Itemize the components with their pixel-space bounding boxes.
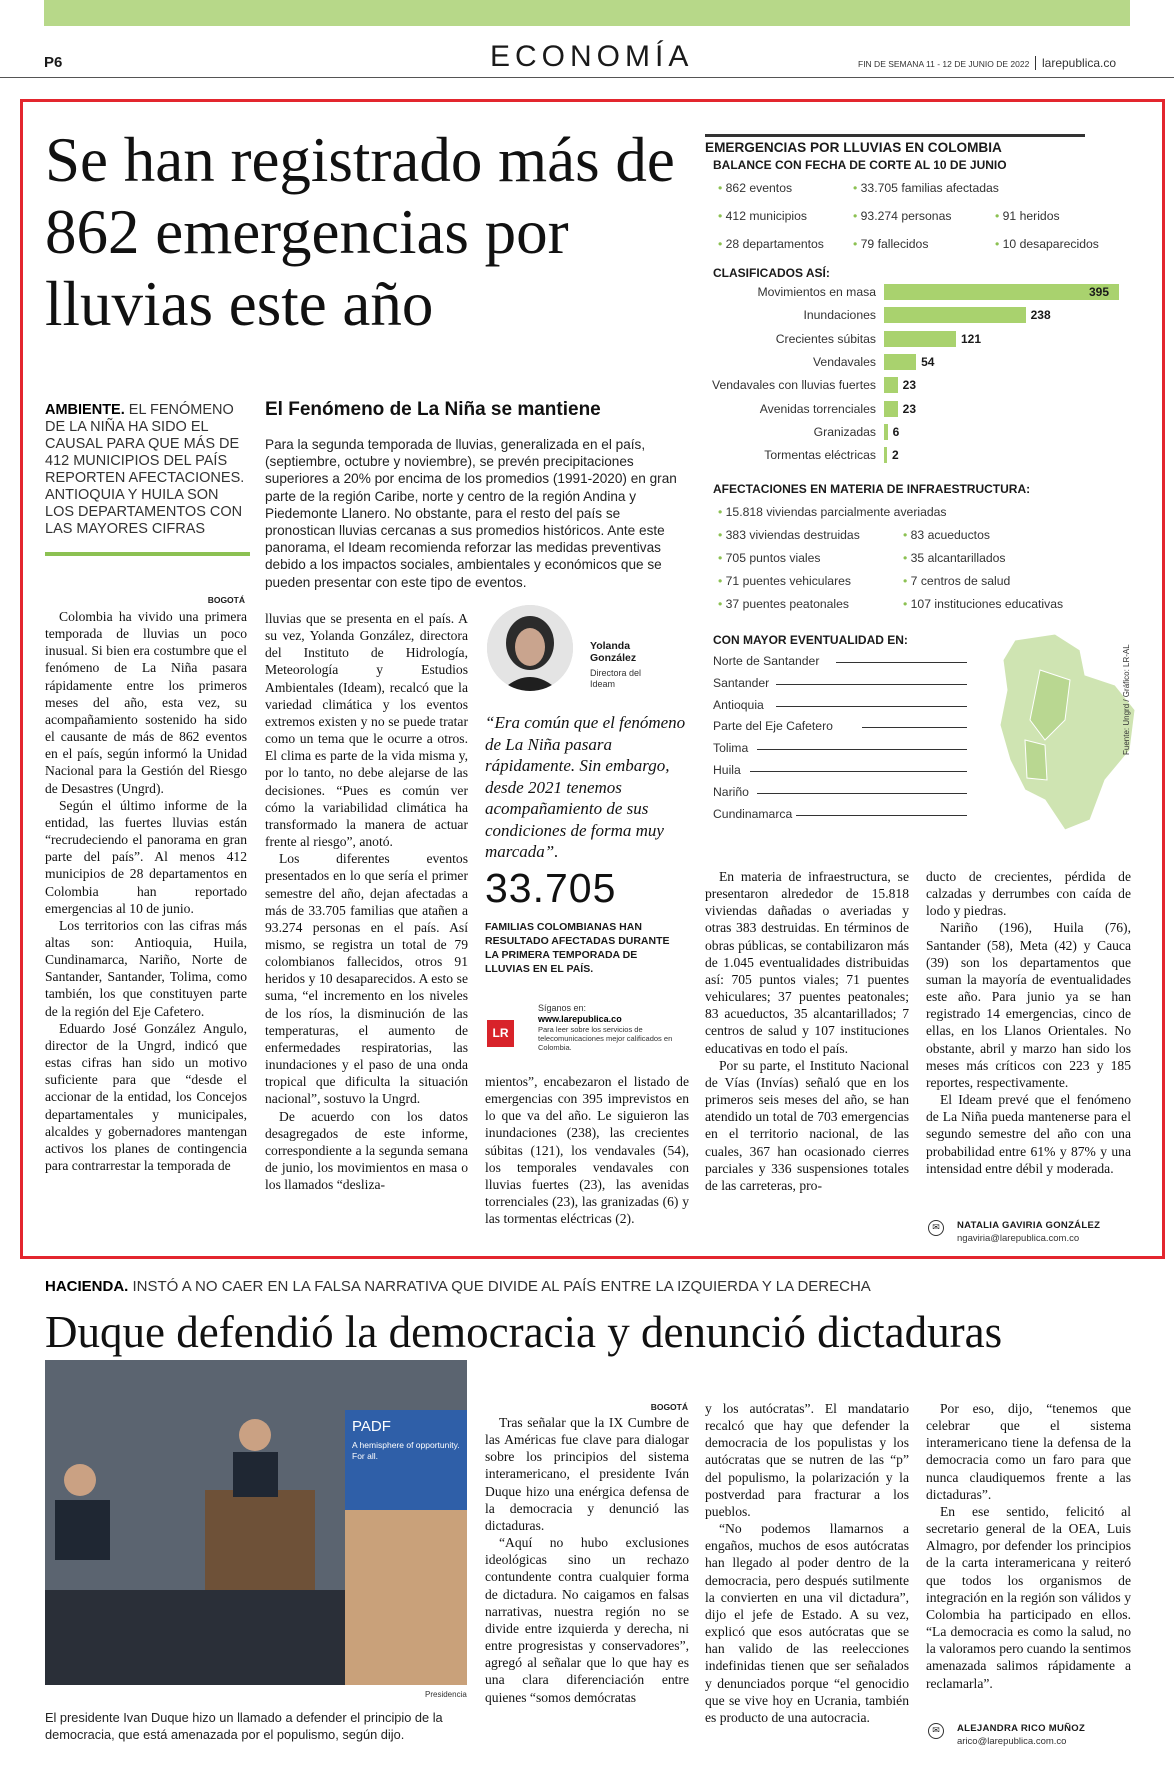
pull-quote: “Era común que el fenómeno de La Niña pasara rápidamente. Sin embargo, desde 2021 tenemos acompañamiento de sus condiciones de forma muy marcada”. <box>485 713 686 861</box>
paragraph: Por eso, dijo, “tenemos que celebrar que el sistema interamericano tiene la defensa de la democracia como un faro para que nunca claudiquemos frente a las dictaduras”. <box>926 1401 1131 1502</box>
paragraph: “Aquí no hubo exclusiones ideológicas sino un rechazo contundente contra cualquier forma de dictadura. No caigamos en falsas narrativas, nuestra región no se divide entre izquierda y derecha, ni entre progresistas y conservadores”, agregó al señalar que lo que hay es una clara diferenciación entre quienes “somos demócratas <box>485 1535 689 1705</box>
dateline-city: BOGOTÁ <box>207 595 245 605</box>
leader-line <box>836 662 967 663</box>
balance-item: • 10 desaparecidos <box>995 237 1099 251</box>
follow-text: Para leer sobre los servicios de telecomunicaciones mejor calificados en Colombia. <box>538 1025 673 1052</box>
region-item: Nariño <box>713 784 749 799</box>
photo-caption: El presidente Ivan Duque hizo un llamado a defender el principio de la democracia, que está amenazada por el populismo, según dijo. <box>45 1710 443 1742</box>
balance-item: • 33.705 familias afectadas <box>853 181 999 195</box>
bar <box>884 307 1026 323</box>
infra-item: • 107 instituciones educativas <box>903 597 1064 611</box>
region-item: Santander <box>713 675 770 690</box>
section-title: ECONOMÍA <box>490 40 694 73</box>
infra-item: • 35 alcantarillados <box>903 551 1006 565</box>
bar-label: Avenidas torrenciales <box>759 401 876 416</box>
paragraph: El Ideam prevé que el fenómeno de La Niña pueda mantenerse para el segundo semestre del año con una probabilidad entre 61% y 87% y una intensidad entre débil y moderada. <box>926 1092 1131 1176</box>
article-headline[interactable]: Se han registrado más de 862 emergencias por lluvias este año <box>45 125 675 339</box>
bar-value: 54 <box>921 354 935 369</box>
paragraph: lluvias que se presenta en el país. A su vez, Yolanda González, directora del Instituto de Hidrología, Meteorología y Estudios Ambientales (Ideam), recalcó que la variedad climática y los eventos extremos existen y no se puede tratar como un tema que le ocurre a otros. El clima es parte de la vida misma y, por lo tanto, no debe alejarse de las decisiones. “Pues es común ver cómo la variabilidad climática ha transformado la manera de actuar frente al riesgo”, anotó. <box>265 611 468 850</box>
portrait-role: Directora del Ideam <box>590 668 642 689</box>
article-column-2 <box>265 610 468 1193</box>
bar-label: Movimientos en masa <box>757 285 876 299</box>
bar <box>884 447 887 463</box>
region-item: Huila <box>713 763 741 777</box>
paragraph: mientos”, encabezaron el listado de emergencias con 395 imprevistos en lo que va del año. Le siguieron las inundaciones (238), las crecientes súbitas (121), los vendavales (54), los temporales vendavales con lluvias fuertes (23), las avenidas torrenciales (23), las granizadas (6) y las tormentas eléctricas (2). <box>485 1074 689 1227</box>
paragraph: Los diferentes eventos presentados en lo que sería el primer semestre del año, dejan afectadas a más de 33.705 familias que atañen a 93.274 personas en el país. Así mismo, se registra un total de 79 colombianos fallecidos, otros 91 heridos y 10 desaparecidos. A esto se suma, “el incremento en los niveles de los ríos, la disminución de las temperaturas, el aumento de enfermedades respiratorias, las inundaciones y el paso de una onda tropical que dificulta la situación nacional”, sostuvo la Ungrd. <box>265 851 468 1107</box>
paragraph: Por su parte, el Instituto Nacional de Vías (Invías) señaló que en los primeros seis meses del año, se han atendido un total de 703 emergencias en el territorio nacional, de las cuales, 367 han ocasionado cierres parciales y 336 suspensiones totales de las carreteras, pro- <box>705 1057 909 1193</box>
paragraph: Tras señalar que la IX Cumbre de las Américas fue clave para dialogar sobre los principios del sistema interamericano, el presidente Iván Duque hizo una enérgica defensa de la democracia y denunció las dictaduras. <box>485 1415 689 1533</box>
article-column-1 <box>45 608 247 1174</box>
article2-column-1 <box>485 1414 689 1706</box>
bar-value: 2 <box>892 448 899 463</box>
bar-chart <box>706 285 1126 471</box>
author-name: ALEJANDRA RICO MUÑOZ <box>957 1723 1086 1734</box>
balance-item: • 93.274 personas <box>853 209 952 223</box>
article2-headline[interactable]: Duque defendió la democracia y denunció dictaduras <box>45 1307 1003 1357</box>
bar-value: 6 <box>892 424 900 439</box>
top-color-bar <box>44 0 1130 26</box>
balance-item: • 862 eventos <box>718 181 793 195</box>
kicker-text: EL FENÓMENO DE LA NIÑA HA SIDO EL CAUSAL PARA QUE MÁS DE 412 MUNICIPIOS DEL PAÍS REPORTEN AFECTACIONES. ANTIOQUIA Y HUILA SON LOS DEPARTAMENTOS CON LAS MAYORES CIFRAS <box>45 402 245 537</box>
author-email-icon: ✉ <box>928 1723 944 1739</box>
infra-item: • 383 viviendas destruidas <box>718 528 860 542</box>
region-item: Cundinamarca <box>713 806 793 821</box>
infra-item: • 7 centros de salud <box>903 574 1011 588</box>
bar-value: 238 <box>1030 308 1051 323</box>
bar-value: 121 <box>960 331 982 346</box>
bar <box>884 401 898 417</box>
infra-item: • 15.818 viviendas parcialmente averiadas <box>718 505 947 519</box>
kicker-label: HACIENDA. <box>45 1278 129 1295</box>
follow-box <box>538 1003 698 1052</box>
infographic-title: EMERGENCIAS POR LLUVIAS EN COLOMBIA <box>705 134 1085 155</box>
bar-value: 23 <box>902 401 917 416</box>
paragraph: Según el último informe de la entidad, las fuertes lluvias están “recrudeciendo el panorama en gran parte del país”. Al menos 412 municipios de 28 departamentos en Colombia han reportado emergencias al 10 de junio. <box>45 797 247 916</box>
infographic-credit: Fuente: Ungrd / Gráfico: LR-AL <box>1122 644 1131 755</box>
leader-line <box>862 727 967 728</box>
bar-label: Crecientes súbitas <box>775 331 876 346</box>
article2-kicker <box>45 1278 871 1295</box>
author-email[interactable]: arico@larepublica.com.co <box>957 1736 1067 1747</box>
author-email-icon: ✉ <box>928 1220 944 1236</box>
region-item: Antioquia <box>713 697 764 712</box>
eventual-title: CON MAYOR EVENTUALIDAD EN: <box>713 633 908 647</box>
big-number-label: FAMILIAS COLOMBIANAS HAN RESULTADO AFECTADAS DURANTE LA PRIMERA TEMPORADA DE LLUVIAS EN EL PAÍS. <box>485 921 670 975</box>
photo-sign-text: PADF <box>352 1418 391 1435</box>
kicker-rule <box>45 552 250 556</box>
leader-line <box>750 771 967 772</box>
bar-label: Granizadas <box>813 424 876 439</box>
dateline-city: BOGOTÁ <box>650 1402 688 1412</box>
bar-value: 395 <box>1089 285 1110 299</box>
bar <box>884 424 888 440</box>
kicker-text: INSTÓ A NO CAER EN LA FALSA NARRATIVA QUE DIVIDE AL PAÍS ENTRE LA IZQUIERDA Y LA DERECHA <box>132 1278 871 1295</box>
sidebar-subhead: El Fenómeno de La Niña se mantiene <box>265 399 601 420</box>
colombia-map <box>985 630 1145 840</box>
paragraph: De acuerdo con los datos desagregados de este informe, correspondiente a la segunda semana de junio, los movimientos en masa o los llamados “desliza- <box>265 1108 468 1193</box>
kicker-label: AMBIENTE. <box>45 402 125 418</box>
bar <box>884 331 956 347</box>
infra-item: • 83 acueductos <box>903 528 990 542</box>
balance-item: • 79 fallecidos <box>853 237 929 251</box>
paragraph: En materia de infraestructura, se presentaron alrededor de 15.818 viviendas dañadas o averiadas y otras 383 destruidas. En términos de obras públicas, se contabilizaron más de 1.045 eventualidades distribuidas así: 705 puntos viales; 71 puentes vehiculares; 37 puentes peatonales; 83 acueductos, 35 alcantarillados; 7 centros de salud y 107 instituciones educativas en todo el país. <box>705 869 909 1056</box>
paragraph: Eduardo José González Angulo, director de la Ungrd, indicó que estas cifras han sido un motivo suficiente para que “desde el accionar de la entidad, los Concejos departamentales y municipales, alcaldes y gobernadores mantengan activos los planes de contingencia para contrarrestar la temporada de <box>45 1020 247 1173</box>
paragraph: ducto de crecientes, pérdida de calzadas y derrumbes con caída de lodo y piedras. <box>926 869 1131 919</box>
leader-line <box>796 815 967 816</box>
bar-label: Inundaciones <box>803 308 876 323</box>
leader-line <box>757 793 967 794</box>
follow-title: Síganos en: <box>538 1003 587 1013</box>
follow-site-link[interactable]: www.larepublica.co <box>538 1014 622 1024</box>
infra-item: • 705 puntos viales <box>718 551 821 565</box>
header-divider <box>0 77 1174 78</box>
bar-label: Tormentas eléctricas <box>764 448 876 463</box>
article-column-4 <box>705 868 909 1194</box>
article-column-5 <box>926 868 1131 1177</box>
portrait-photo <box>487 605 573 691</box>
balance-item: • 91 heridos <box>995 209 1060 223</box>
issue-date: FIN DE SEMANA 11 - 12 DE JUNIO DE 2022 <box>858 59 1030 69</box>
balance-item: • 412 municipios <box>718 209 807 223</box>
article2-column-3 <box>926 1400 1131 1692</box>
paragraph: Los territorios con las cifras más altas son: Antioquia, Huila, Cundinamarca, Nariño, Norte de Santander, Santander, Tolima, como también, los que constituyen parte de la región del Eje Cafetero. <box>45 917 247 1019</box>
site-link[interactable]: larepublica.co <box>1035 56 1116 70</box>
article-column-3 <box>485 1073 689 1227</box>
portrait-name: Yolanda González <box>590 640 637 664</box>
photo-sign-subtext: A hemisphere of opportunity. For all. <box>352 1440 460 1461</box>
bar-label: Vendavales <box>812 354 876 369</box>
region-item: Norte de Santander <box>713 654 820 668</box>
article-kicker <box>45 402 245 538</box>
photo-credit: Presidencia <box>425 1690 467 1699</box>
bar-label: Vendavales con lluvias fuertes <box>712 378 876 393</box>
big-number: 33.705 <box>485 865 617 911</box>
region-item: Parte del Eje Cafetero <box>713 719 833 734</box>
paragraph: Nariño (196), Huila (76), Santander (58), Meta (42) y Cauca (39) son los departamentos que suman la mayoría de eventualidades este año. Para junio ya se han registrado 14 emergencias, cinco de ellas, en los Llanos Orientales. No obstante, abril y marzo han sido los meses más críticos con 223 y 185 reportes, respectivamente. <box>926 920 1131 1090</box>
paragraph: En ese sentido, felicitó al secretario general de la OEA, Luis Almagro, por defender los principios de la carta interamericana y reiteró que todos los organismos de integración en la región son válidos y Colombia ha participado en ellos. “La democracia es como la salud, no la valoramos pero cuando la sentimos amenazada salimos rápidamente a reclamarla”. <box>926 1503 1131 1691</box>
region-list <box>713 654 983 830</box>
paragraph: Colombia ha vivido una primera temporada de lluvias un poco inusual. Si bien era costumbre que el fenómeno de La Niña pasara rápidamente entre los primeros meses del año, esta vez, su acompañamiento sostenido ha sido el causante de más de 862 eventos en el país, según informó la Unidad Nacional para la Gestión del Riesgo de Desastres (Ungrd). <box>45 609 247 796</box>
leader-line <box>776 684 967 685</box>
bar <box>884 284 1119 300</box>
bar <box>884 377 898 393</box>
infra-item: • 37 puentes peatonales <box>718 597 849 611</box>
sidebar-intro: Para la segunda temporada de lluvias, generalizada en el país, (septiembre, octubre y noviembre), se prevén precipitaciones superiores a 20% por encima de los promedios (1991-2020) en gran parte de la región Caribe, norte y centro de la región Andina y Piedemonte Llanero. No obstante, para el resto del país se pronostican lluvias cercanas a sus promedios históricos. Ante este panorama, el Ideam recomienda reforzar las medidas preventivas debido a los impactos sociales, ambientales y económicos que se pueden presentar con este tipo de eventos. <box>265 437 677 590</box>
lr-logo-icon: LR <box>487 1020 514 1047</box>
bar-value: 23 <box>902 378 917 393</box>
paragraph: “No podemos llamarnos a engaños, muchos de esos autócratas han llegado al poder dentro de la democracia, pero después sutilmente la convierten en una vil dictadura”, dijo el jefe de Estado. A su vez, explicó que esos autócratas que se han valido de las reelecciones indefinidas tienen que ser señalados y denunciados porque “el genocidio que se vive hoy en Ucrania, también es producto de una autocracia. <box>705 1521 909 1725</box>
author-email[interactable]: ngaviria@larepublica.com.co <box>957 1233 1080 1244</box>
leader-line <box>776 706 967 707</box>
balance-item: • 28 departamentos <box>718 237 824 251</box>
classified-title: CLASIFICADOS ASÍ: <box>713 266 830 280</box>
article2-column-2 <box>705 1400 909 1726</box>
infra-title: AFECTACIONES EN MATERIA DE INFRAESTRUCTURA: <box>713 482 1031 496</box>
balance-title: BALANCE CON FECHA DE CORTE AL 10 DE JUNIO <box>713 158 1007 172</box>
infra-item: • 71 puentes vehiculares <box>718 574 852 588</box>
article2-photo <box>45 1360 467 1685</box>
region-item: Tolima <box>713 741 749 756</box>
page-number: P6 <box>44 54 63 71</box>
paragraph: y los autócratas”. El mandatario recalcó que hay que defender la democracia de los populistas y los autócratas que se nutren de las “p” del populismo, la polarización y la postverdad para fracturar a los pueblos. <box>705 1401 909 1519</box>
author-name: NATALIA GAVIRIA GONZÁLEZ <box>957 1220 1101 1231</box>
leader-line <box>757 749 967 750</box>
bar <box>884 354 916 370</box>
